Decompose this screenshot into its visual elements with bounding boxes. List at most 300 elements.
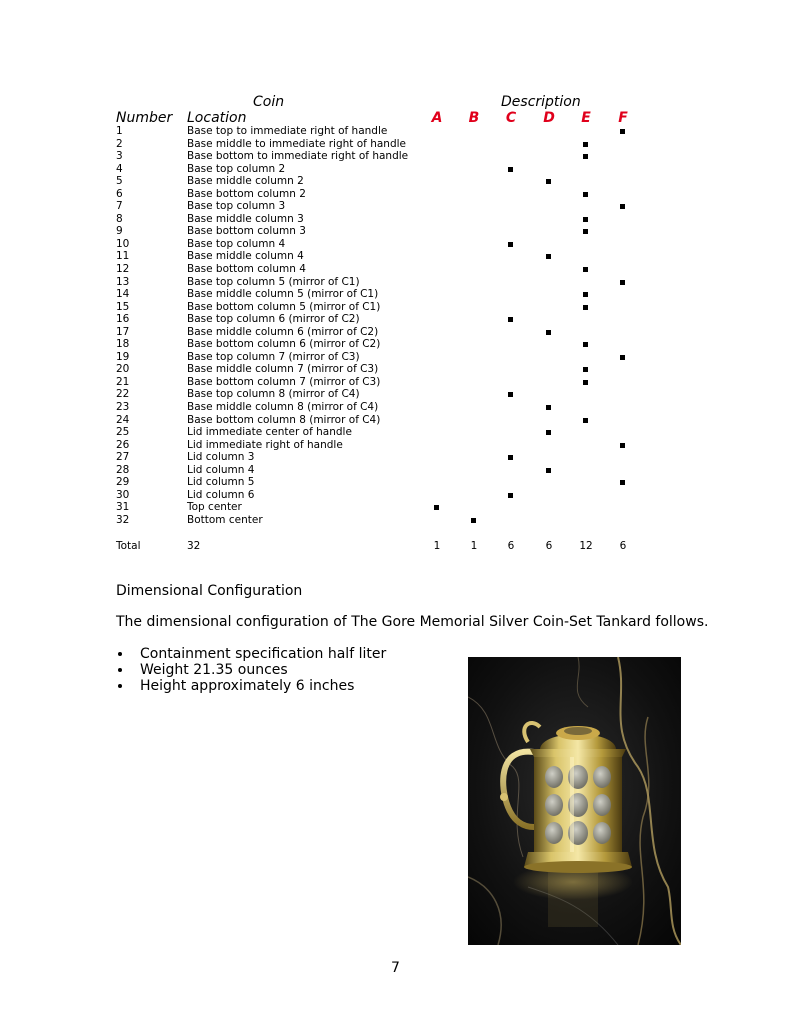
mark-cell-a: [427, 263, 447, 276]
mark-cell-e: [576, 150, 596, 163]
square-mark-icon: [546, 468, 551, 473]
table-row: [116, 225, 636, 238]
section-title: Dimensional Configuration: [116, 583, 303, 599]
square-mark-icon: [546, 179, 551, 184]
mark-cell-e: [576, 200, 596, 213]
bullet-text: Containment specification half liter: [140, 646, 387, 662]
mark-cell-e: [576, 501, 596, 514]
coin-number: 8: [116, 212, 123, 225]
mark-cell-f: [613, 326, 633, 339]
mark-cell-f: [613, 451, 633, 464]
square-mark-icon: [583, 154, 588, 159]
coin-number: 3: [116, 150, 123, 163]
mark-cell-c: [501, 138, 521, 151]
column-letter-f: F: [618, 110, 628, 126]
square-mark-icon: [620, 280, 625, 285]
mark-cell-b: [464, 351, 484, 364]
mark-cell-b: [464, 225, 484, 238]
mark-cell-a: [427, 125, 447, 138]
coin-number: 27: [116, 451, 130, 464]
coin-number: 23: [116, 401, 130, 414]
coin-number: 24: [116, 413, 130, 426]
square-mark-icon: [583, 292, 588, 297]
mark-cell-d: [539, 200, 559, 213]
mark-cell-f: [613, 225, 633, 238]
coin-table: [116, 125, 636, 527]
column-letter-a: A: [431, 110, 443, 126]
mark-cell-c: [501, 476, 521, 489]
mark-cell-d: [539, 138, 559, 151]
mark-cell-d: [539, 451, 559, 464]
mark-cell-b: [464, 138, 484, 151]
mark-cell-a: [427, 138, 447, 151]
mark-cell-b: [464, 163, 484, 176]
mark-cell-a: [427, 414, 447, 427]
mark-cell-d: [539, 163, 559, 176]
mark-cell-b: [464, 489, 484, 502]
square-mark-icon: [508, 392, 513, 397]
mark-cell-f: [613, 200, 633, 213]
coin-number: 26: [116, 438, 130, 451]
mark-cell-f: [613, 363, 633, 376]
square-mark-icon: [583, 367, 588, 372]
mark-cell-e: [576, 313, 596, 326]
mark-cell-b: [464, 150, 484, 163]
mark-cell-f: [613, 376, 633, 389]
mark-cell-d: [539, 301, 559, 314]
mark-cell-e: [576, 414, 596, 427]
coin-number: 16: [116, 313, 130, 326]
column-letter-d: D: [543, 110, 555, 126]
square-mark-icon: [508, 167, 513, 172]
coin-number: 13: [116, 275, 130, 288]
table-row: [116, 188, 636, 201]
mark-cell-c: [501, 451, 521, 464]
square-mark-icon: [583, 267, 588, 272]
mark-cell-b: [464, 213, 484, 226]
mark-cell-b: [464, 464, 484, 477]
mark-cell-d: [539, 250, 559, 263]
bullet-text: Weight 21.35 ounces: [140, 662, 288, 678]
mark-cell-c: [501, 163, 521, 176]
mark-cell-b: [464, 376, 484, 389]
mark-cell-b: [464, 188, 484, 201]
square-mark-icon: [583, 305, 588, 310]
mark-cell-b: [464, 476, 484, 489]
coin-number: 12: [116, 263, 130, 276]
mark-cell-d: [539, 276, 559, 289]
coin-location: Base middle column 7 (mirror of C3): [187, 363, 379, 376]
coin-location: Base bottom column 8 (mirror of C4): [187, 413, 381, 426]
mark-cell-f: [613, 439, 633, 452]
mark-cell-d: [539, 426, 559, 439]
mark-cell-c: [501, 125, 521, 138]
table-row: [116, 351, 636, 364]
mark-cell-e: [576, 276, 596, 289]
coin-location: Base bottom column 2: [187, 187, 306, 200]
mark-cell-a: [427, 326, 447, 339]
mark-cell-b: [464, 313, 484, 326]
table-row: [116, 414, 636, 427]
square-mark-icon: [434, 505, 439, 510]
coin-number: 25: [116, 426, 130, 439]
coin-location: Base top column 4: [187, 237, 286, 250]
coin-location: Base bottom column 3: [187, 225, 306, 238]
mark-cell-c: [501, 225, 521, 238]
list-item: [116, 646, 386, 662]
mark-cell-d: [539, 501, 559, 514]
coin-location: Base top column 2: [187, 162, 286, 175]
coin-number: 6: [116, 187, 123, 200]
mark-cell-e: [576, 125, 596, 138]
total-count: 32: [187, 540, 201, 552]
coin-location: Base middle column 5 (mirror of C1): [187, 288, 379, 301]
mark-cell-f: [613, 401, 633, 414]
table-row: [116, 313, 636, 326]
mark-cell-b: [464, 175, 484, 188]
total-f: 6: [619, 540, 627, 552]
coin-location: Base bottom to immediate right of handle: [187, 150, 409, 163]
mark-cell-e: [576, 163, 596, 176]
coin-location: Base top column 5 (mirror of C1): [187, 275, 360, 288]
mark-cell-f: [613, 263, 633, 276]
coin-location: Top center: [187, 501, 242, 514]
mark-cell-d: [539, 263, 559, 276]
coin-location: Lid column 6: [187, 488, 255, 501]
total-e: 12: [579, 540, 593, 552]
mark-cell-c: [501, 426, 521, 439]
mark-cell-a: [427, 313, 447, 326]
mark-cell-f: [613, 138, 633, 151]
table-row: [116, 338, 636, 351]
coin-location: Lid column 3: [187, 451, 255, 464]
mark-cell-c: [501, 326, 521, 339]
mark-cell-e: [576, 338, 596, 351]
mark-cell-c: [501, 188, 521, 201]
mark-cell-c: [501, 464, 521, 477]
mark-cell-c: [501, 376, 521, 389]
square-mark-icon: [546, 405, 551, 410]
mark-cell-a: [427, 150, 447, 163]
mark-cell-b: [464, 238, 484, 251]
mark-cell-e: [576, 388, 596, 401]
coin-location: Base middle column 4: [187, 250, 304, 263]
mark-cell-c: [501, 276, 521, 289]
square-mark-icon: [583, 192, 588, 197]
table-row: [116, 263, 636, 276]
column-letter-e: E: [581, 110, 591, 126]
description-header: Description: [501, 94, 581, 110]
mark-cell-c: [501, 489, 521, 502]
square-mark-icon: [546, 330, 551, 335]
coin-number: 11: [116, 250, 130, 263]
list-item: [116, 662, 386, 678]
mark-cell-e: [576, 263, 596, 276]
mark-cell-c: [501, 439, 521, 452]
mark-cell-f: [613, 288, 633, 301]
mark-cell-d: [539, 414, 559, 427]
coin-location: Base middle to immediate right of handle: [187, 137, 406, 150]
bullet-icon: [118, 652, 122, 656]
mark-cell-b: [464, 401, 484, 414]
table-row: [116, 401, 636, 414]
coin-number: 9: [116, 225, 123, 238]
table-row: [116, 163, 636, 176]
mark-cell-b: [464, 414, 484, 427]
mark-cell-c: [501, 200, 521, 213]
coin-number: 5: [116, 175, 123, 188]
mark-cell-b: [464, 326, 484, 339]
mark-cell-a: [427, 250, 447, 263]
mark-cell-e: [576, 514, 596, 527]
mark-cell-f: [613, 351, 633, 364]
square-mark-icon: [508, 242, 513, 247]
table-row: [116, 476, 636, 489]
coin-number: 20: [116, 363, 130, 376]
coin-number: 4: [116, 162, 123, 175]
mark-cell-b: [464, 439, 484, 452]
coin-number: 30: [116, 488, 130, 501]
table-row: [116, 501, 636, 514]
mark-cell-d: [539, 351, 559, 364]
mark-cell-d: [539, 188, 559, 201]
mark-cell-b: [464, 501, 484, 514]
mark-cell-f: [613, 489, 633, 502]
mark-cell-d: [539, 338, 559, 351]
coin-number: 17: [116, 325, 130, 338]
coin-number: 7: [116, 200, 123, 213]
table-row: [116, 326, 636, 339]
mark-cell-e: [576, 250, 596, 263]
mark-cell-d: [539, 125, 559, 138]
mark-cell-c: [501, 213, 521, 226]
coin-number: 28: [116, 463, 130, 476]
mark-cell-a: [427, 489, 447, 502]
mark-cell-a: [427, 175, 447, 188]
square-mark-icon: [620, 480, 625, 485]
mark-cell-d: [539, 313, 559, 326]
mark-cell-f: [613, 125, 633, 138]
coin-location: Base top column 3: [187, 200, 286, 213]
mark-cell-f: [613, 514, 633, 527]
table-row: [116, 125, 636, 138]
coin-number: 10: [116, 237, 130, 250]
table-row: [116, 426, 636, 439]
mark-cell-a: [427, 213, 447, 226]
mark-cell-c: [501, 288, 521, 301]
mark-cell-a: [427, 401, 447, 414]
mark-cell-d: [539, 238, 559, 251]
coin-location: Lid immediate right of handle: [187, 438, 343, 451]
mark-cell-e: [576, 188, 596, 201]
mark-cell-b: [464, 451, 484, 464]
coin-location: Base middle column 3: [187, 212, 304, 225]
mark-cell-a: [427, 376, 447, 389]
coin-location: Lid column 5: [187, 476, 255, 489]
mark-cell-c: [501, 238, 521, 251]
square-mark-icon: [620, 443, 625, 448]
coin-number: 15: [116, 300, 130, 313]
mark-cell-a: [427, 363, 447, 376]
mark-cell-b: [464, 338, 484, 351]
mark-cell-e: [576, 363, 596, 376]
table-row: [116, 451, 636, 464]
coin-location: Base middle column 6 (mirror of C2): [187, 325, 379, 338]
mark-cell-f: [613, 426, 633, 439]
mark-cell-e: [576, 225, 596, 238]
totals-row: [116, 540, 636, 553]
mark-cell-b: [464, 301, 484, 314]
coin-location: Lid column 4: [187, 463, 255, 476]
mark-cell-c: [501, 351, 521, 364]
coin-number: 14: [116, 288, 130, 301]
mark-cell-c: [501, 313, 521, 326]
table-row: [116, 376, 636, 389]
mark-cell-b: [464, 426, 484, 439]
mark-cell-f: [613, 238, 633, 251]
square-mark-icon: [508, 455, 513, 460]
mark-cell-e: [576, 489, 596, 502]
mark-cell-f: [613, 276, 633, 289]
mark-cell-c: [501, 250, 521, 263]
total-a: 1: [433, 540, 441, 552]
mark-cell-a: [427, 163, 447, 176]
mark-cell-a: [427, 501, 447, 514]
table-row: [116, 276, 636, 289]
coin-number: 29: [116, 476, 130, 489]
mark-cell-e: [576, 439, 596, 452]
total-b: 1: [470, 540, 478, 552]
coin-location: Lid immediate center of handle: [187, 426, 352, 439]
mark-cell-f: [613, 301, 633, 314]
total-d: 6: [545, 540, 553, 552]
mark-cell-a: [427, 288, 447, 301]
mark-cell-c: [501, 175, 521, 188]
coin-number: 18: [116, 338, 130, 351]
mark-cell-d: [539, 464, 559, 477]
mark-cell-e: [576, 376, 596, 389]
mark-cell-d: [539, 489, 559, 502]
mark-cell-e: [576, 464, 596, 477]
table-row: [116, 250, 636, 263]
mark-cell-a: [427, 276, 447, 289]
bullet-icon: [118, 668, 122, 672]
table-row: [116, 288, 636, 301]
coin-header: Coin: [253, 94, 285, 110]
mark-cell-d: [539, 388, 559, 401]
coin-location: Base top column 7 (mirror of C3): [187, 350, 360, 363]
total-c: 6: [507, 540, 515, 552]
list-item: [116, 678, 386, 694]
mark-cell-a: [427, 388, 447, 401]
mark-cell-e: [576, 138, 596, 151]
mark-cell-b: [464, 388, 484, 401]
table-row: [116, 514, 636, 527]
mark-cell-e: [576, 301, 596, 314]
mark-cell-e: [576, 326, 596, 339]
table-row: [116, 175, 636, 188]
table-row: [116, 464, 636, 477]
mark-cell-f: [613, 313, 633, 326]
mark-cell-f: [613, 338, 633, 351]
mark-cell-f: [613, 150, 633, 163]
mark-cell-a: [427, 426, 447, 439]
mark-cell-b: [464, 514, 484, 527]
coin-location: Base bottom column 7 (mirror of C3): [187, 375, 381, 388]
mark-cell-d: [539, 476, 559, 489]
coin-number: 32: [116, 513, 130, 526]
coin-location: Base top column 8 (mirror of C4): [187, 388, 360, 401]
square-mark-icon: [583, 418, 588, 423]
mark-cell-a: [427, 238, 447, 251]
column-letter-b: B: [468, 110, 480, 126]
mark-cell-a: [427, 301, 447, 314]
coin-location: Base top column 6 (mirror of C2): [187, 313, 360, 326]
mark-cell-e: [576, 175, 596, 188]
total-label: Total: [116, 540, 141, 552]
column-letter-c: C: [505, 110, 517, 126]
table-row: [116, 388, 636, 401]
page-number: 7: [391, 960, 400, 976]
mark-cell-c: [501, 401, 521, 414]
square-mark-icon: [583, 380, 588, 385]
bullet-text: Height approximately 6 inches: [140, 678, 355, 694]
mark-cell-d: [539, 401, 559, 414]
mark-cell-f: [613, 414, 633, 427]
coin-location: Base middle column 8 (mirror of C4): [187, 401, 379, 414]
mark-cell-d: [539, 363, 559, 376]
mark-cell-f: [613, 476, 633, 489]
mark-cell-e: [576, 476, 596, 489]
coin-number: 31: [116, 501, 130, 514]
mark-cell-f: [613, 175, 633, 188]
mark-cell-d: [539, 376, 559, 389]
mark-cell-c: [501, 388, 521, 401]
mark-cell-c: [501, 514, 521, 527]
mark-cell-f: [613, 163, 633, 176]
mark-cell-f: [613, 213, 633, 226]
mark-cell-d: [539, 150, 559, 163]
square-mark-icon: [620, 355, 625, 360]
coin-location: Base bottom column 5 (mirror of C1): [187, 300, 381, 313]
table-row: [116, 200, 636, 213]
mark-cell-c: [501, 150, 521, 163]
coin-number: 19: [116, 350, 130, 363]
table-row: [116, 439, 636, 452]
mark-cell-b: [464, 363, 484, 376]
mark-cell-a: [427, 351, 447, 364]
square-mark-icon: [546, 254, 551, 259]
mark-cell-b: [464, 200, 484, 213]
coin-location: Bottom center: [187, 513, 263, 526]
mark-cell-b: [464, 125, 484, 138]
table-row: [116, 489, 636, 502]
mark-cell-e: [576, 213, 596, 226]
mark-cell-a: [427, 476, 447, 489]
table-row: [116, 301, 636, 314]
mark-cell-c: [501, 338, 521, 351]
coin-location: Base top to immediate right of handle: [187, 125, 388, 137]
table-row: [116, 150, 636, 163]
coin-number: 21: [116, 375, 130, 388]
bullet-icon: [118, 684, 122, 688]
mark-cell-c: [501, 501, 521, 514]
mark-cell-d: [539, 439, 559, 452]
mark-cell-d: [539, 213, 559, 226]
coin-location: Base bottom column 6 (mirror of C2): [187, 338, 381, 351]
coin-number: 1: [116, 125, 123, 137]
tankard-photo: [468, 657, 681, 945]
